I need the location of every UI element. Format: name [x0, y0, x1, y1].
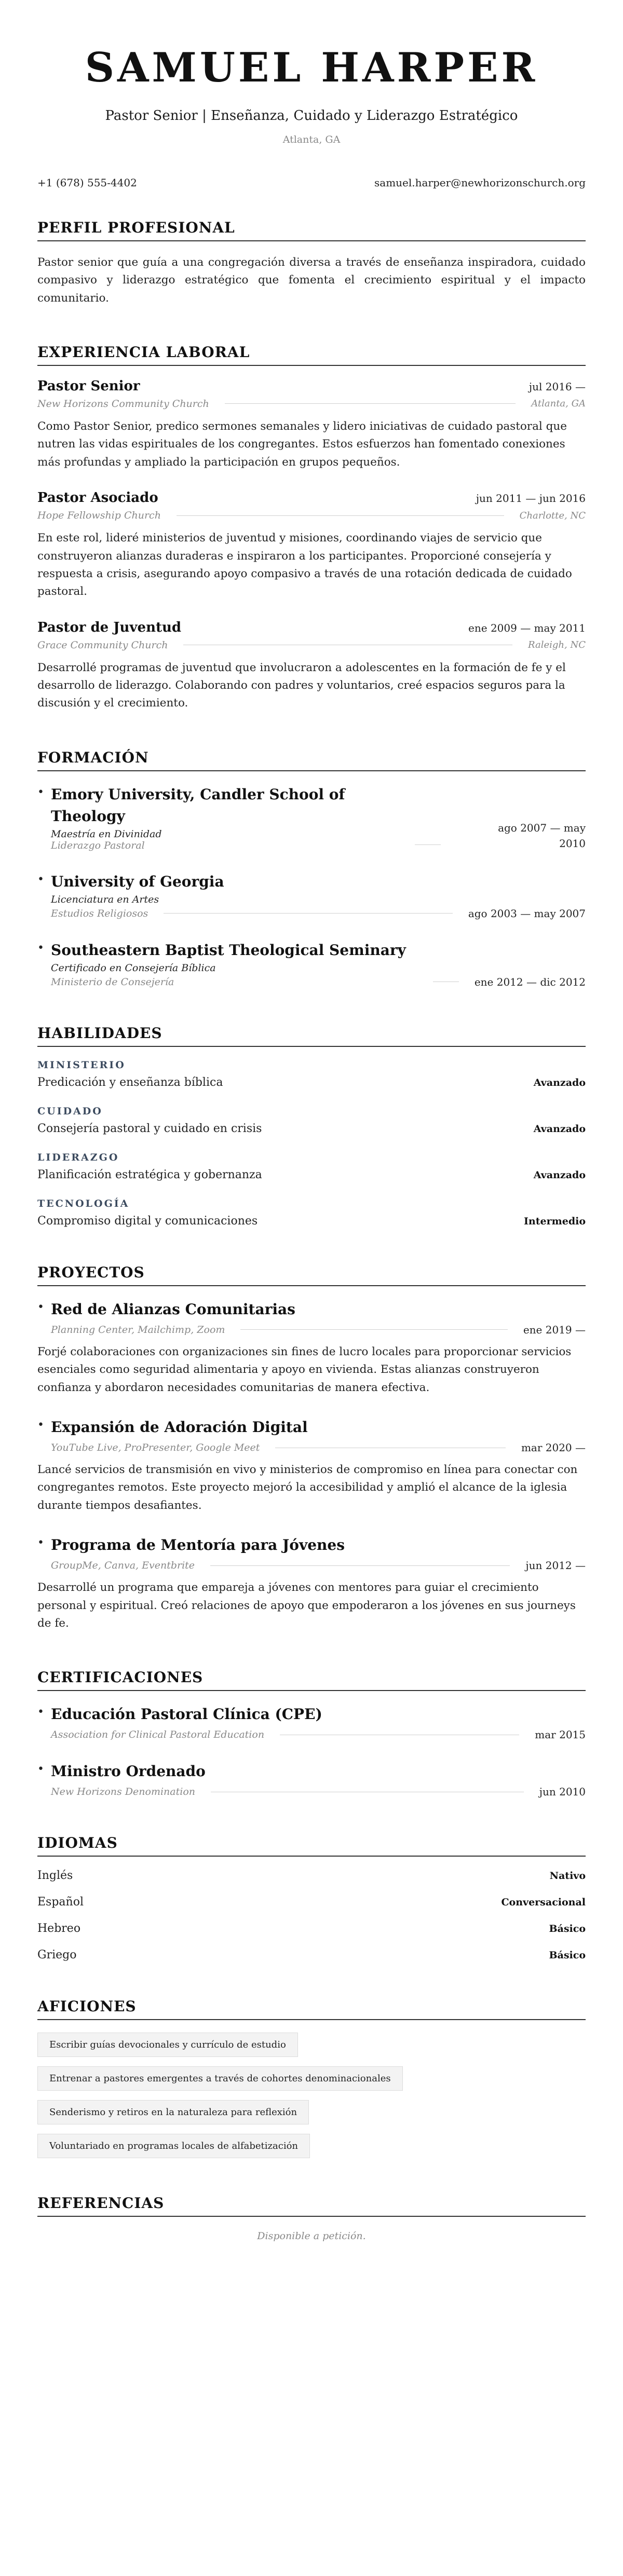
certification-entry: [37, 1703, 586, 1741]
section-title-references: REFERENCIAS: [37, 2195, 586, 2217]
certifications-section: [37, 1669, 586, 1798]
skill-name: Consejería pastoral y cuidado en crisis: [37, 1122, 262, 1135]
projects-section: [37, 1264, 586, 1633]
education-dates: ene 2012 — dic 2012: [474, 975, 586, 988]
job-location: Raleigh, NC: [528, 639, 586, 651]
skill-name: Compromiso digital y comunicaciones: [37, 1214, 258, 1228]
job-organization: New Horizons Community Church: [37, 398, 209, 410]
dotted-leader: [164, 913, 453, 914]
dotted-leader: [415, 844, 441, 845]
profile-section: [37, 219, 586, 307]
education-degree: Licenciatura en Artes: [51, 893, 159, 905]
references-text: Disponible a petición.: [257, 2230, 366, 2242]
language-level: Conversacional: [501, 1897, 586, 1909]
job-dates: jun 2011 — jun 2016: [476, 492, 586, 505]
hobby-chip: Escribir guías devocionales y currículo de estudio: [37, 2033, 298, 2057]
job-entry: [37, 378, 586, 471]
skill-category: CUIDADO: [37, 1105, 103, 1117]
certification-issuer: New Horizons Denomination: [51, 1786, 196, 1798]
project-entry: [37, 1416, 586, 1515]
hobby-chip: Voluntariado en programas locales de alfabetización: [37, 2134, 310, 2158]
job-dates: ene 2009 — may 2011: [468, 621, 586, 634]
project-entry: [37, 1299, 586, 1397]
certification-name: Educación Pastoral Clínica (CPE): [51, 1706, 322, 1723]
dotted-leader: [210, 1565, 510, 1566]
education-degree: Maestría en Divinidad: [51, 828, 162, 840]
dotted-leader: [177, 515, 504, 516]
section-title-projects: PROYECTOS: [37, 1264, 586, 1286]
job-location: Atlanta, GA: [531, 398, 586, 410]
job-dates: jul 2016 —: [529, 380, 586, 393]
project-description: Forjé colaboraciones con organizaciones sin fines de lucro locales para proporcionar servicios esenciales como seguridad alimentaria y apoyo en vivienda. Estas alianzas construyeron confianza y abordaron necesidades comunitarias de manera efectiva.: [37, 1345, 572, 1394]
language-name: Inglés: [37, 1869, 73, 1883]
bullet-icon: •: [37, 873, 44, 886]
job-title: Pastor de Juventud: [37, 619, 182, 635]
certification-entry: [37, 1761, 586, 1798]
profile-text: Pastor senior que guía a una congregación diversa a través de enseñanza inspiradora, cuidado compasivo y liderazgo estratégico que fomenta el crecimiento espiritual y el impacto comunitario.: [37, 255, 586, 305]
experience-section: [37, 344, 586, 713]
language-level: Básico: [549, 1923, 586, 1935]
bullet-icon: •: [37, 1419, 44, 1432]
skill-row: [37, 1122, 586, 1135]
bullet-icon: •: [37, 1536, 44, 1550]
bullet-icon: •: [37, 941, 44, 955]
project-tools: Planning Center, Mailchimp, Zoom: [51, 1324, 225, 1335]
section-title-profile: PERFIL PROFESIONAL: [37, 219, 586, 241]
education-dates-line: ago 2007 — may: [498, 821, 586, 834]
contact-row: [37, 176, 586, 189]
project-tools: YouTube Live, ProPresenter, Google Meet: [51, 1442, 260, 1454]
education-entry: [37, 939, 586, 988]
project-name: Red de Alianzas Comunitarias: [51, 1300, 295, 1318]
job-description: Como Pastor Senior, predico sermones semanales y lidero iniciativas de cuidado pastoral que nutren las vidas espirituales de los congregantes. Estos esfuerzos han fomentado conexiones más profundas y ampliado la participación en grupos pequeños.: [37, 419, 567, 469]
project-name: Expansión de Adoración Digital: [51, 1419, 308, 1436]
education-dates: [498, 820, 586, 851]
project-entry: [37, 1534, 586, 1632]
section-title-languages: IDIOMAS: [37, 1834, 586, 1857]
language-level: Nativo: [549, 1870, 586, 1882]
skill-level: Avanzado: [533, 1076, 586, 1088]
job-description: Desarrollé programas de juventud que involucraron a adolescentes en la formación de fe y el desarrollo de liderazgo. Colaborando con padres y voluntarios, creé espacios seguros para la discusión y el crecimiento.: [37, 661, 566, 710]
section-title-education: FORMACIÓN: [37, 749, 586, 771]
education-section: [37, 749, 586, 988]
skill-level: Avanzado: [533, 1169, 586, 1181]
job-organization: Hope Fellowship Church: [37, 510, 161, 522]
language-row: [37, 1869, 586, 1882]
certification-issuer: Association for Clinical Pastoral Education: [51, 1729, 265, 1741]
skill-level: Avanzado: [533, 1123, 586, 1135]
skill-category: MINISTERIO: [37, 1059, 126, 1071]
language-name: Griego: [37, 1948, 77, 1962]
section-title-skills: HABILIDADES: [37, 1025, 586, 1047]
skill-name: Predicación y enseñanza bíblica: [37, 1075, 223, 1089]
certification-date: mar 2015: [535, 1728, 586, 1741]
section-title-certifications: CERTIFICACIONES: [37, 1669, 586, 1691]
project-description: Desarrollé un programa que empareja a jóvenes con mentores para guiar el crecimiento personal y espiritual. Creó relaciones de apoyo que empoderaron a los jóvenes en sus journeys de fe.: [37, 1581, 576, 1630]
dotted-leader: [240, 1329, 507, 1330]
bullet-icon: •: [37, 1300, 44, 1314]
project-name: Programa de Mentoría para Jóvenes: [51, 1536, 345, 1554]
phone-number: +1 (678) 555-4402: [37, 176, 137, 189]
education-dates: ago 2003 — may 2007: [468, 907, 586, 920]
references-section: [37, 2195, 586, 2242]
skill-category: TECNOLOGÍA: [37, 1197, 130, 1209]
language-name: Hebreo: [37, 1922, 81, 1936]
language-row: [37, 1896, 586, 1909]
project-dates: ene 2019 —: [523, 1323, 586, 1336]
resume-header: [37, 46, 586, 189]
job-organization: Grace Community Church: [37, 639, 168, 651]
education-entry: [37, 784, 586, 851]
project-description: Lancé servicios de transmisión en vivo y ministerios de compromiso en línea para conectar con congregantes remotos. Este proyecto mejoró la accesibilidad y amplió el alcance de la iglesia durante tiempos desafiantes.: [37, 1463, 578, 1512]
section-title-hobbies: AFICIONES: [37, 1998, 586, 2020]
skill-row: [37, 1076, 586, 1089]
skill-name: Planificación estratégica y gobernanza: [37, 1168, 262, 1181]
hobby-chip: Senderismo y retiros en la naturaleza para reflexión: [37, 2100, 309, 2124]
bullet-icon: •: [37, 785, 44, 799]
language-row: [37, 1948, 586, 1961]
job-description: En este rol, lideré ministerios de juventud y misiones, coordinando viajes de servicio que construyeron alianzas duraderas e inspiraron a los participantes. Proporcioné consejería y respuesta a crisis, asegurando apoyo compasivo a través de una rotación dedicada de cuidado pastoral.: [37, 531, 572, 598]
certification-name: Ministro Ordenado: [51, 1763, 206, 1780]
education-field: Ministerio de Consejería: [51, 976, 174, 988]
project-tools: GroupMe, Canva, Eventbrite: [51, 1560, 195, 1572]
bullet-icon: •: [37, 1706, 44, 1719]
language-level: Básico: [549, 1950, 586, 1961]
hobby-chip: Entrenar a pastores emergentes a través de cohortes denominacionales: [37, 2066, 403, 2091]
dotted-leader: [225, 403, 516, 404]
languages-section: [37, 1834, 586, 1961]
job-title: Pastor Asociado: [37, 490, 158, 506]
skill-category: LIDERAZGO: [37, 1151, 119, 1163]
hobbies-section: [37, 1998, 586, 2158]
education-field: Estudios Religiosos: [51, 907, 148, 919]
skill-level: Intermedio: [524, 1215, 586, 1227]
candidate-name: SAMUEL HARPER: [85, 44, 538, 91]
section-title-experience: EXPERIENCIA LABORAL: [37, 344, 586, 366]
project-dates: jun 2012 —: [525, 1559, 586, 1572]
education-degree: Certificado en Consejería Bíblica: [51, 962, 216, 974]
bullet-icon: •: [37, 1763, 44, 1776]
job-entry: [37, 490, 586, 601]
education-entry: [37, 871, 586, 920]
language-row: [37, 1922, 586, 1935]
education-institution: Emory University, Candler School of Theology: [51, 785, 345, 825]
email-address: samuel.harper@newhorizonschurch.org: [374, 176, 586, 189]
education-institution: Southeastern Baptist Theological Seminary: [51, 941, 406, 959]
hobby-list: [37, 2033, 586, 2158]
job-location: Charlotte, NC: [519, 510, 586, 521]
language-name: Español: [37, 1896, 84, 1909]
job-title: Pastor Senior: [37, 378, 140, 394]
project-dates: mar 2020 —: [521, 1441, 586, 1454]
skills-section: [37, 1025, 586, 1228]
skill-row: [37, 1215, 586, 1228]
candidate-tagline: Pastor Senior | Enseñanza, Cuidado y Liderazgo Estratégico: [105, 107, 518, 124]
candidate-location: Atlanta, GA: [282, 133, 341, 145]
education-dates-line: 2010: [559, 837, 586, 850]
job-entry: [37, 620, 586, 713]
education-institution: University of Georgia: [51, 873, 224, 890]
skill-row: [37, 1168, 586, 1181]
education-field: Liderazgo Pastoral: [51, 839, 145, 851]
certification-date: jun 2010: [539, 1786, 586, 1798]
